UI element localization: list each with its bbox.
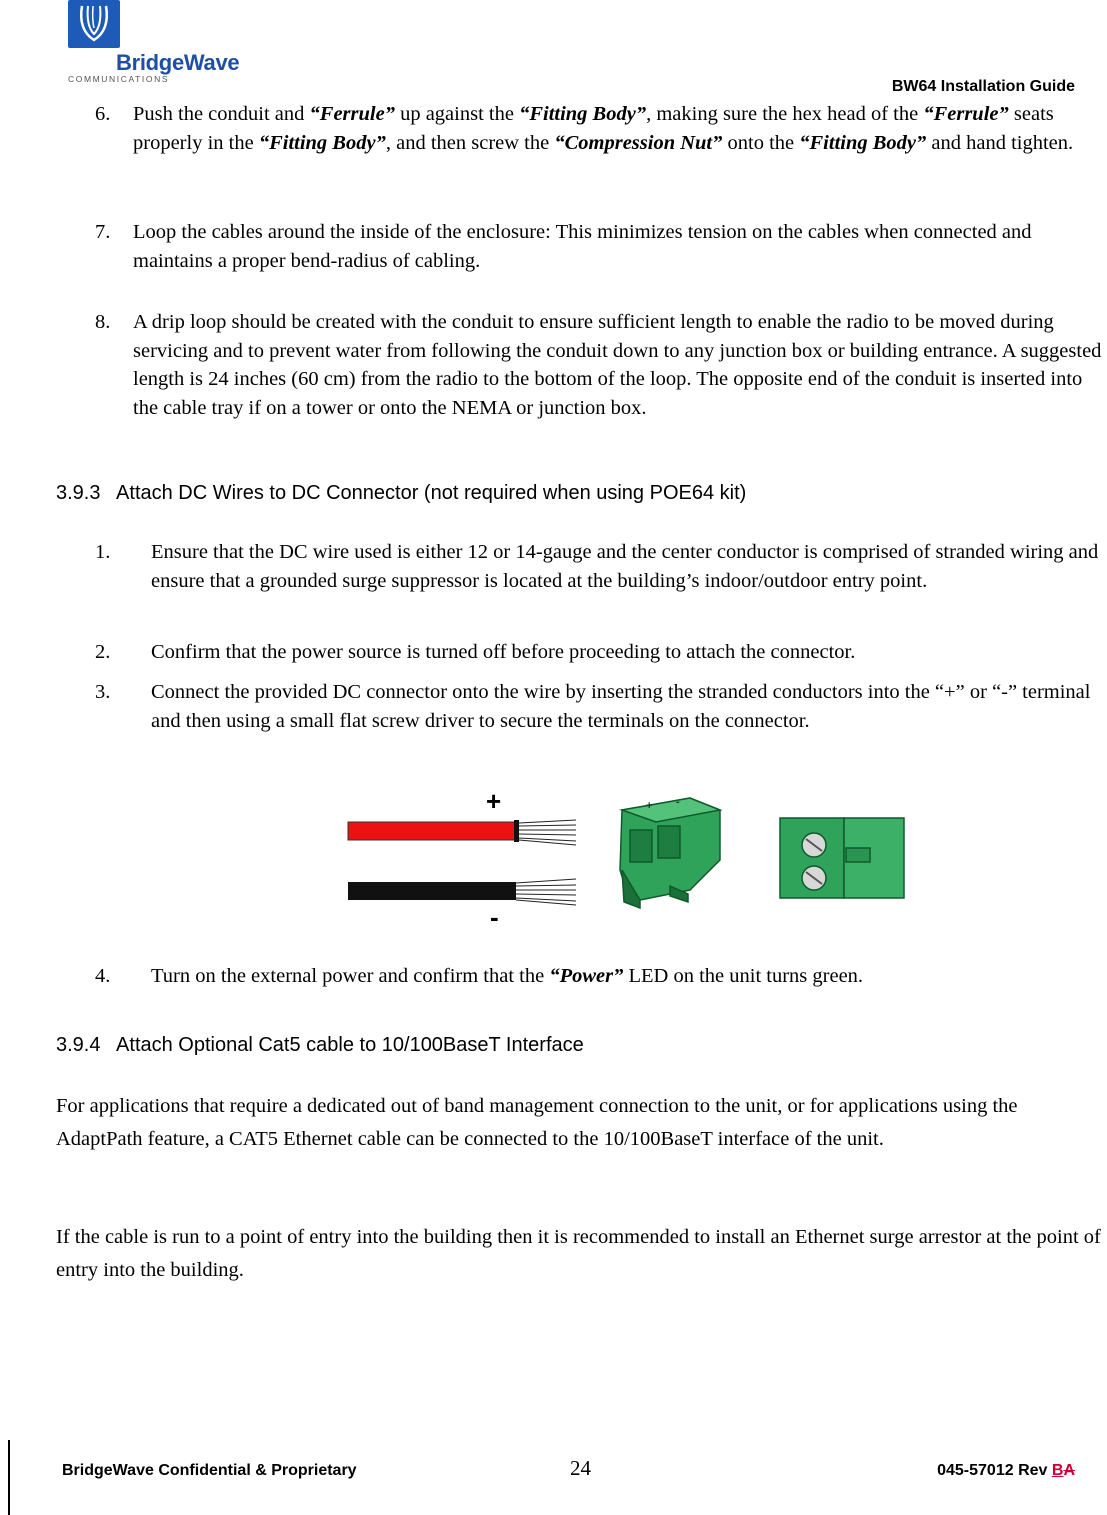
step-8-text: A drip loop should be created with the conduit to ensure sufficient length to enable the radio to be moved during servicing and to prevent water from following the conduit down to any junction box or building entrance. A suggested length is 24 inches (60 cm) from the radio to the bottom of the loop. The opposite end of the conduit is inserted into the cable tray if on a tower or onto the NEMA or junction box.: [133, 311, 1102, 419]
plus-label: +: [486, 786, 502, 816]
list-item-4-text: Turn on the external power and confirm that the “Power” LED on the unit turns green.: [151, 965, 864, 987]
list-item-1-text: Ensure that the DC wire used is either 12 or 14-gauge and the center conductor is comprised of stranded wiring and ensure that a grounded surge suppressor is located at the building’s indoor/outdoor entry point.: [151, 541, 1099, 592]
step-6-number: 6.: [95, 103, 111, 125]
list-item-3-number: 3.: [95, 681, 111, 703]
page-number: 24: [570, 1456, 591, 1480]
step-6-text: Push the conduit and “Ferrule” up against the “Fitting Body”, making sure the hex head of the “Ferrule” seats properly in the “Fitting Body”, and then screw the “Compression Nut” onto the “Fitting Body” and hand tighten.: [133, 103, 1074, 154]
connector-minus-mark: -: [676, 796, 680, 808]
step-7-text: Loop the cables around the inside of the enclosure: This minimizes tension on the cables when connected and maintains a proper bend-radius of cabling.: [133, 221, 1032, 272]
section-3-9-4-paragraph-2: If the cable is run to a point of entry into the building then it is recommended to install an Ethernet surge arrestor at the point of entry into the building.: [56, 1226, 1101, 1281]
logo-sub: COMMUNICATIONS: [68, 74, 170, 84]
section-3-9-3-heading: 3.9.3 Attach DC Wires to DC Connector (not required when using POE64 kit): [56, 482, 747, 504]
list-item-2-number: 2.: [95, 641, 111, 663]
list-item-2-text: Confirm that the power source is turned off before proceeding to attach the connector.: [151, 641, 856, 663]
dc-wires-illustration: [340, 790, 910, 930]
step-8-number: 8.: [95, 311, 111, 333]
step-7-number: 7.: [95, 221, 111, 243]
document-number: 045-57012 Rev BA: [937, 1462, 1075, 1479]
revision-old: A: [1063, 1462, 1075, 1479]
bridgewave-logo-mark: [68, 0, 120, 50]
section-3-9-4-paragraph-1: For applications that require a dedicated out of band management connection to the unit, or for applications using the AdaptPath feature, a CAT5 Ethernet cable can be connected to the 10/100BaseT interface of the unit.: [56, 1095, 1018, 1150]
list-item-4-number: 4.: [95, 965, 111, 987]
list-item-1-number: 1.: [95, 541, 111, 563]
footer-confidential: BridgeWave Confidential & Proprietary: [62, 1462, 357, 1479]
minus-label: -: [490, 902, 499, 932]
connector-plus-mark: +: [646, 800, 653, 812]
dc-connector-figure: [340, 786, 910, 932]
logo-brand: BridgeWave: [116, 50, 240, 75]
list-item-3-text: Connect the provided DC connector onto the wire by inserting the stranded conductors into the “+” or “-” terminal and then using a small flat screw driver to secure the terminals on the connector.: [151, 681, 1091, 732]
document-title: BW64 Installation Guide: [891, 78, 1075, 95]
logo: [66, 0, 266, 84]
revision-new: B: [1051, 1462, 1064, 1479]
footer-left-rule: [8, 1440, 10, 1515]
section-3-9-4-heading: 3.9.4 Attach Optional Cat5 cable to 10/100BaseT Interface: [56, 1034, 584, 1056]
